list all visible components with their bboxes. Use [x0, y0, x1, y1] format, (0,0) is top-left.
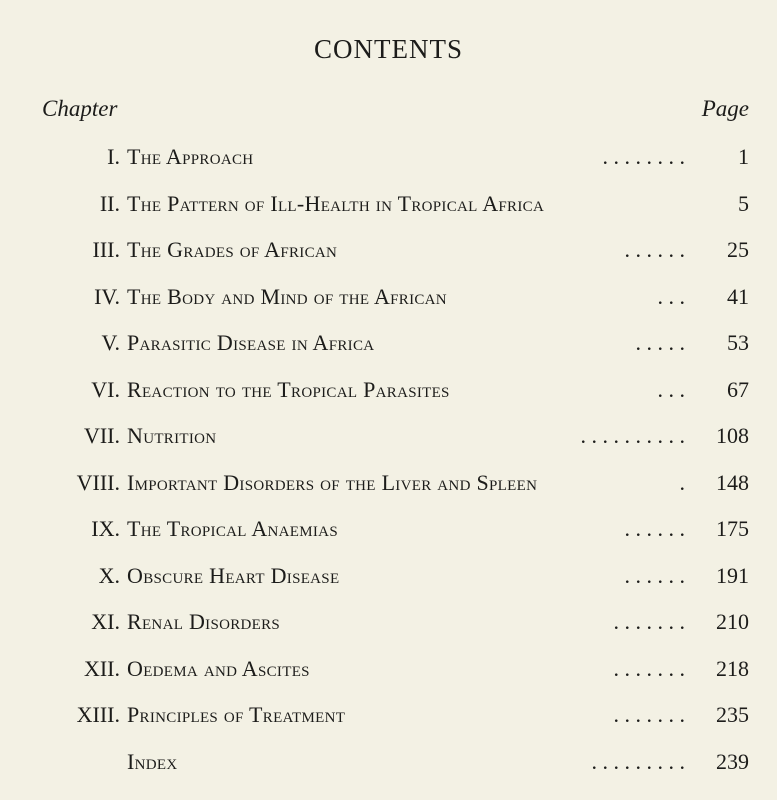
dot-leader: . . . . . .: [624, 562, 685, 588]
page-number: 148: [716, 469, 749, 495]
chapter-number: XI.: [91, 609, 120, 634]
dot-leader: . . .: [657, 376, 685, 402]
chapter-title: The Approach: [127, 137, 259, 177]
chapter-title: Important Disorders of the Liver and Spleen: [127, 463, 543, 503]
chapter-title: Nutrition: [127, 416, 222, 456]
chapter-number: III.: [92, 237, 120, 262]
chapter-number: IX.: [91, 516, 120, 541]
chapter-number: II.: [99, 190, 120, 216]
page-number: 41: [727, 283, 749, 309]
dot-leader: . . . . . .: [624, 237, 685, 262]
chapter-title: Oedema and Ascites: [127, 649, 316, 689]
toc-entry: [0, 416, 777, 463]
toc-entry: [0, 742, 777, 789]
dot-leader: . . . . .: [635, 330, 685, 355]
toc-entry: [0, 509, 777, 556]
page-number: 235: [716, 702, 749, 727]
toc-entry: [0, 556, 777, 603]
page-number: 239: [716, 748, 749, 774]
chapter-title: The Grades of African: [127, 230, 343, 270]
table-of-contents: [0, 137, 777, 788]
chapter-title: Principles of Treatment: [127, 695, 351, 735]
chapter-title: The Body and Mind of the African: [127, 277, 453, 317]
page-number: 108: [716, 423, 749, 448]
page-number: 5: [738, 190, 749, 216]
page-title: CONTENTS: [314, 34, 463, 64]
page-number: 210: [716, 609, 749, 634]
page-number: 1: [738, 144, 749, 169]
toc-entry: [0, 695, 777, 742]
page-column-header: Page: [701, 96, 749, 121]
toc-entry: [0, 137, 777, 184]
toc-entry: [0, 323, 777, 370]
page-number: 25: [727, 237, 749, 262]
toc-entry: [0, 463, 777, 510]
page-number: 175: [716, 516, 749, 541]
chapter-title: Reaction to the Tropical Parasites: [127, 370, 456, 410]
chapter-number: XIII.: [76, 702, 120, 727]
chapter-number: X.: [98, 562, 120, 588]
chapter-title: Index: [127, 742, 184, 782]
toc-entry: [0, 649, 777, 696]
dot-leader: . . . . . .: [624, 516, 685, 541]
chapter-title: Renal Disorders: [127, 602, 286, 642]
page-number: 67: [727, 376, 749, 402]
chapter-column-header: Chapter: [42, 96, 118, 121]
chapter-number: VIII.: [76, 469, 120, 495]
dot-leader: . . . . . . . .: [602, 144, 685, 169]
dot-leader: . . . . . . . . .: [591, 748, 685, 774]
chapter-number: VII.: [83, 423, 120, 448]
page-number: 218: [716, 655, 749, 681]
toc-entry: [0, 602, 777, 649]
page-number: 191: [716, 562, 749, 588]
toc-entry: [0, 370, 777, 417]
chapter-title: Obscure Heart Disease: [127, 556, 345, 596]
toc-entry: [0, 230, 777, 277]
chapter-number: XII.: [83, 655, 120, 681]
chapter-title: Parasitic Disease in Africa: [127, 323, 380, 363]
chapter-title: The Pattern of Ill-Health in Tropical Africa: [127, 184, 550, 224]
dot-leader: . . . . . . .: [613, 702, 685, 727]
dot-leader: . . . . . . .: [613, 655, 685, 681]
dot-leader: .: [679, 469, 685, 495]
toc-entry: [0, 184, 777, 231]
dot-leader: . . . . . . . . . .: [580, 423, 685, 448]
dot-leader: . . . . . . .: [613, 609, 685, 634]
chapter-number: V.: [101, 330, 120, 355]
chapter-number: IV.: [94, 283, 120, 309]
chapter-title: The Tropical Anaemias: [127, 509, 344, 549]
dot-leader: . . .: [657, 283, 685, 309]
chapter-number: VI.: [91, 376, 120, 402]
toc-entry: [0, 277, 777, 324]
page-number: 53: [727, 330, 749, 355]
chapter-number: I.: [107, 144, 120, 169]
